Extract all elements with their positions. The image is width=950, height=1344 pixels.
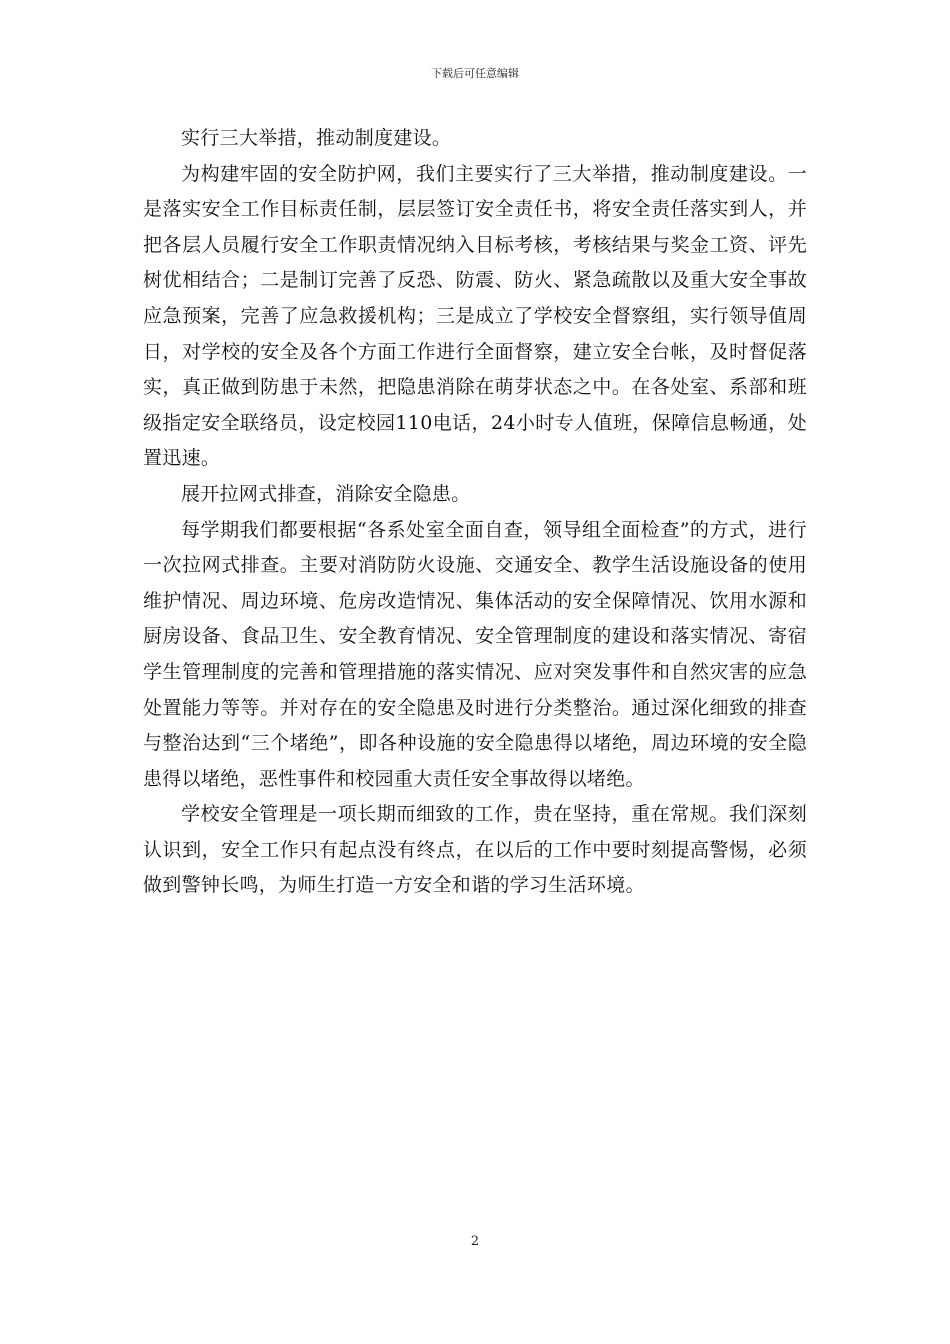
page-header: 下载后可任意编辑 bbox=[431, 67, 519, 80]
document-body bbox=[143, 121, 807, 904]
section-heading-inspection: 展开拉网式排查，消除安全隐患。 bbox=[181, 482, 471, 505]
page-number: 2 bbox=[470, 1234, 480, 1249]
paragraph-measures: 为构建牢固的安全防护网，我们主要实行了三大举措，推动制度建设。一是落实安全工作目标责任制，层层签订安全责任书，将安全责任落实到人，并把各层人员履行安全工作职责情况纳入目标考核，考核结果与奖金工资、评先树优相结合；二是制订完善了反恐、防震、防火、紧急疏散以及重大安全事故应急预案，完善了应急救援机构；三是成立了学校安全督察组，实行领导值周日，对学校的安全及各个方面工作进行全面督察，建立安全台帐，及时督促落实，真正做到防患于未然，把隐患消除在萌芽状态之中。在各处室、系部和班级指定安全联络员，设定校园110电话，24小时专人值班，保障信息畅通，处置迅速。 bbox=[143, 162, 807, 470]
paragraph-conclusion: 学校安全管理是一项长期而细致的工作，贵在坚持，重在常规。我们深刻认识到，安全工作只有起点没有终点，在以后的工作中要时刻提高警惕，必须做到警钟长鸣，为师生打造一方安全和谐的学习生活环境。 bbox=[143, 803, 807, 897]
section-heading-measures: 实行三大举措，推动制度建设。 bbox=[181, 127, 452, 149]
paragraph-inspection: 每学期我们都要根据“各系处室全面自查，领导组全面检查”的方式，进行一次拉网式排查。主要对消防防火设施、交通安全、教学生活设施设备的使用维护情况、周边环境、危房改造情况、集体活动的安全保障情况、饮用水源和厨房设备、食品卫生、安全教育情况、安全管理制度的建设和落实情况、寄宿学生管理制度的完善和管理措施的落实情况、应对突发事件和自然灾害的应急处置能力等等。并对存在的安全隐患及时进行分类整治。通过深化细致的排查与整治达到“三个堵绝”，即各种设施的安全隐患得以堵绝，周边环境的安全隐患得以堵绝，恶性事件和校园重大责任安全事故得以堵绝。 bbox=[143, 518, 807, 790]
